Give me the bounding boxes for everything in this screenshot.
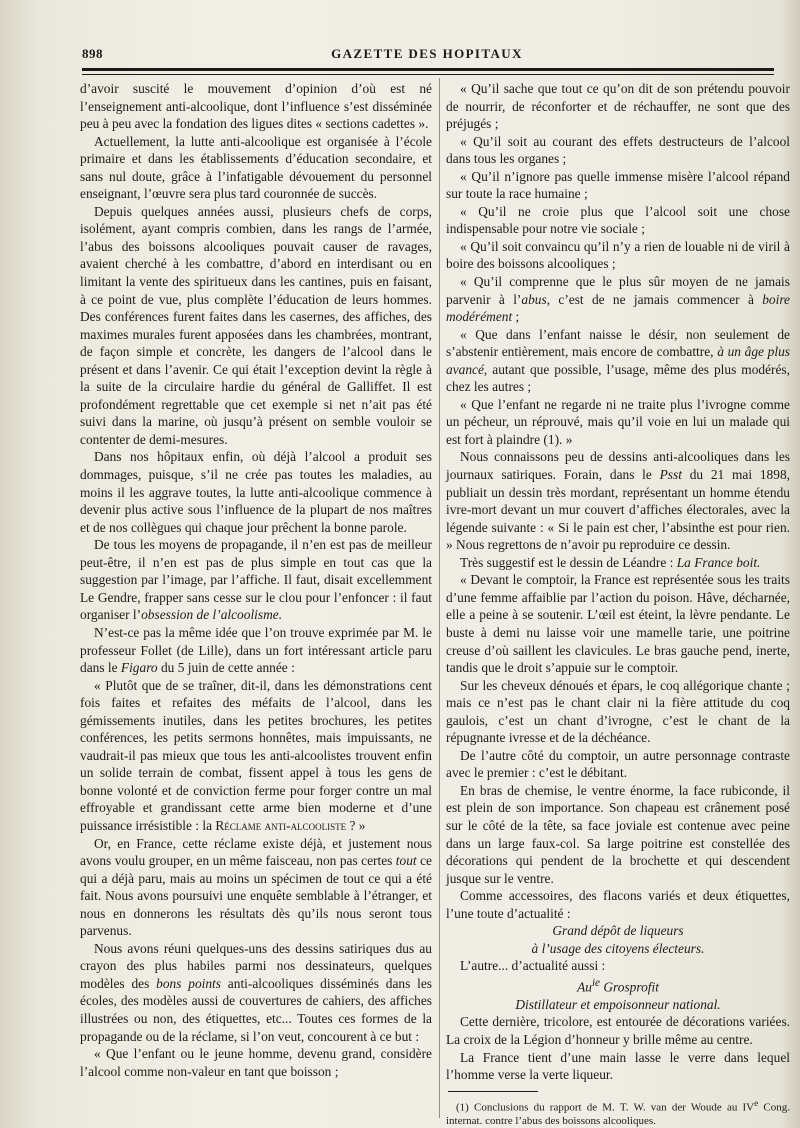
paragraph: Dans nos hôpitaux enfin, où déjà l’alcool a produit ses dommages, puisque, s’il ne crée pas toutes les maladies, au moins il les aggrave toutes, la lutte anti-alcoolique commence à devenir plus active sous l’influence de la plupart de nos maîtres et de nos collègues qui chaque jour prêchent la bonne parole. [80, 449, 432, 535]
paragraph: Nous avons réuni quelques-uns des dessins satiriques dus au crayon des plus habiles parmi nos dessinateurs, quelques modèles des bons points anti-alcooliques disséminés dans les écoles, des modèles aussi de couvertures de cahiers, des affiches illustrées ou non, des étiquettes, etc... Toutes ces formes de la propagande ou de la réclame, si l’on veut, concourent à ce but : [80, 940, 432, 1044]
emphasis: boire modérément [446, 291, 790, 325]
paragraph: Depuis quelques années aussi, plusieurs chefs de corps, isolément, ayant compris combien, dans les rangs de l’armée, l’abus des boissons alcooliques pouvait causer de ravages, avaient cherché à les combattre, d’abord en interdisant ou en limitant la vente des spiritueux dans les cantines, puis en faisant, à ce point de vue, plus complète l’éducation de leurs hommes. Des conférences furent faites dans les casernes, des affiches, des maximes murales furent apposées dans les chambrées, montrant, de façon simple et concrète, les dangers de l’alcool dans le présent et dans l’avenir. Ce qui était l’exception devint la règle à la suite de la circulaire hardie du général de Galliffet. Il est profondément regrettable que cet exemple si net n’ait pas été suivi dans la marine, où jusqu’à présent on semble vouloir se contenter de demi-mesures. [80, 203, 432, 447]
quotation: « Qu’il soit au courant des effets destructeurs de l’alcool dans tous les organes ; [446, 133, 790, 167]
journal-title: GAZETTE DES HOPITAUX [331, 46, 523, 61]
paragraph: L’autre... d’actualité aussi : [460, 958, 606, 974]
label-text: à l’usage des citoyens électeurs. [531, 940, 705, 956]
paragraph: N’est-ce pas la même idée que l’on trouve exprimée par M. le professeur Follet (de Lille), dans un fort intéressant article paru dans le Figaro du 5 juin de cette année : [80, 624, 432, 676]
page-number: 898 [82, 46, 103, 61]
quotation: « Qu’il soit convaincu qu’il n’y a rien de louable ni de viril à boire des boissons alcooliques ; [446, 238, 790, 272]
footnote: (1) Conclusions du rapport de M. T. W. van der Woude au IVe Cong. internat. contre l’abus des boissons alcooliques. [446, 1097, 790, 1128]
paragraph: De tous les moyens de propagande, il n’en est pas de meilleur peut-être, il n’en est pas de plus simple en tout cas que la suggestion par l’image, par l’affiche. Il faut, disait excellemment Le Gendre, frapper sans cesse sur le clou pour l’enfoncer : il faut organiser l’obsession de l’alcoolisme. [80, 537, 432, 623]
quotation: « Que dans l’enfant naisse le désir, non seulement de s’abstenir entièrement, mais encore de combattre, à un âge plus avancé, autant que possible, l’usage, même des plus modérés, chez les autres ; [446, 326, 790, 395]
quotation: « Qu’il comprenne que le plus sûr moyen de ne jamais parvenir à l’abus, c’est de ne jamais commencer à boire modérément ; [446, 274, 790, 325]
paragraph: d’avoir suscité le mouvement d’opinion d’où est né l’enseignement anti-alcoolique, dont l’influence s’est disséminée peu à peu avec la fondation des ligues dites « sections cadettes ». [80, 81, 432, 132]
paragraph: Actuellement, la lutte anti-alcoolique est organisée à l’école primaire et dans les établissements d’éducation secondaire, et sans nul doute, grâce à l’infatigable dévouement du personnel enseignant, l’œuvre sera plus tard couronnée de succès. [80, 133, 432, 202]
paragraph: Très suggestif est le dessin de Léandre : La France boit. [460, 554, 761, 570]
emphasis: obsession de l’alcoolisme. [141, 607, 283, 623]
emphasis: Figaro [120, 660, 158, 676]
label-text: Distillateur et empoisonneur national. [515, 996, 721, 1012]
quotation: « Plutôt que de se traîner, dit-il, dans les démonstrations cent fois faites et refaites des méfaits de l’alcool, dans les gémissements inutiles, dans les petites brochures, les petites conférences, les petits sermons honnêtes, mais impuissants, ne vaudrait-il pas mieux que tous les anti-alcoolistes trouvent enfin un solide terrain de combat, fissent appel à tous les gens de bonne volonté et de conviction ferme pour forger contre un mal effroyable et grandissant cette arme bien moderne et d’une puissance irrésistible : la Réclame anti-alcooliste ? » [80, 677, 432, 833]
emphasis: tout [395, 853, 417, 869]
left-column [80, 80, 432, 1080]
header-rule-thick [82, 68, 774, 71]
emphasis: abus [521, 291, 547, 307]
small-caps-phrase: Réclame anti-alcooliste [215, 817, 347, 833]
page-header [82, 42, 772, 66]
quotation: « Que l’enfant ne regarde ni ne traite plus l’ivrogne comme un pécheur, un réprouvé, mais qu’il voie en lui un malade qui est fort à plaindre (1). » [446, 396, 790, 447]
quotation: « Qu’il sache que tout ce qu’on dit de son prétendu pouvoir de nourrir, de réconforter et de réchauffer, ne sont que des préjugés ; [446, 81, 790, 132]
paragraph: Cette dernière, tricolore, est entourée de décorations variées. La croix de la Légion d’honneur y brille même au centre. [446, 1014, 790, 1047]
column-divider [439, 78, 440, 1118]
quotation: « Que l’enfant ou le jeune homme, devenu grand, considère l’alcool comme non-valeur en tant que boisson ; [80, 1046, 432, 1079]
paragraph: Sur les cheveux dénoués et épars, le coq allégorique chante ; mais ce n’est pas le chant clair ni la fière attitude du coq gaulois, c’est un chant d’ivrogne, c’est le chant de la répugnante ivresse et de la déchéance. [446, 677, 790, 746]
quotation: « Devant le comptoir, la France est représentée sous les traits d’une femme affaiblie par l’action du poison. Hâve, décharnée, elle a peine à se soutenir. L’œil est éteint, la lèvre pendante. Le buste à demi nu laisse voir une mamelle tarie, une poitrine creuse d’où saillent les clavicules. Le bras gauche pend, inerte, tandis que le droit s’appuie sur le comptoir. [446, 572, 790, 676]
paragraph: De l’autre côté du comptoir, un autre personnage contraste avec le premier : c’est le débitant. [446, 747, 790, 781]
footnote-rule [448, 1091, 538, 1092]
paragraph: La France tient d’une main lasse le verre dans lequel l’homme verse la verte liqueur. [446, 1049, 790, 1083]
emphasis: bons points [156, 975, 221, 991]
paragraph: Comme accessoires, des flacons variés et deux étiquettes, l’une toute d’actualité : [446, 888, 790, 921]
paragraph: Or, en France, cette réclame existe déjà, et justement nous avons voulu grouper, en un même faisceau, non pas certes tout ce qui a déjà paru, mais au moins un spécimen de tout ce qui a été fait. Nous avons poursuivi une enquête semblable à l’étranger, et nous en donnerons les résultats dès qu’ils nous seront tous parvenus. [80, 835, 432, 939]
quotation: « Qu’il ne croie plus que l’alcool soit une chose indispensable pour notre vie sociale ; [446, 203, 790, 237]
emphasis: La France boit. [676, 554, 761, 570]
paragraph: Nous connaissons peu de dessins anti-alcooliques dans les journaux satiriques. Forain, dans le Psst du 21 mai 1898, publiait un dessin très mordant, représentant un homme étendu ivre-mort devant un mur couvert d’affiches électorales, avec la légende suivante : « Si le pain est cher, l’absinthe est pour rien. » Nous regrettons de n’avoir pu reproduire ce dessin. [446, 449, 790, 553]
emphasis: Psst [659, 467, 682, 483]
paragraph: En bras de chemise, le ventre énorme, la face rubiconde, il est plein de son importance. Son chapeau est crânement posé sur le côté de la tête, sa face joviale est contenue avec peine dans un large faux-col. Sa large poitrine est constellée des décorations qui pendent de la brochette et qui descendent jusque sur le ventre. [446, 782, 790, 886]
right-column [446, 80, 790, 1128]
label-text: Grand dépôt de liqueurs [552, 923, 684, 939]
label-text: $Au^{ie}$ Grosprofit [577, 976, 659, 995]
header-rule-thin [82, 74, 774, 75]
emphasis: à un âge plus avancé [446, 344, 790, 377]
quotation: « Qu’il n’ignore pas quelle immense misère l’alcool répand sur toute la race humaine ; [446, 168, 790, 202]
